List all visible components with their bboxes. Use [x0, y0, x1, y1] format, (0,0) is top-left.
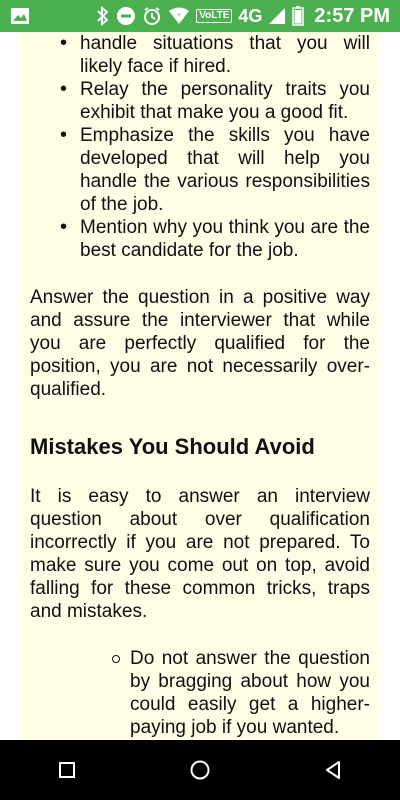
clock-time: 2:57 PM	[314, 4, 390, 27]
home-icon	[189, 759, 211, 781]
bullet-item: • Emphasize the skills you have developed that will help you handle the various responsibilities of the job.	[80, 124, 370, 216]
recent-apps-icon	[58, 761, 76, 779]
bullet-item: • Mention why you think you are the best candidate for the job.	[80, 216, 370, 262]
recent-apps-button[interactable]	[37, 740, 97, 800]
do-not-disturb-icon	[116, 6, 136, 26]
paragraph: It is easy to answer an interview question about over qualification incorrectly if you are not prepared. To make sure you come out on top, avoid falling for these common tricks, traps and mistakes.	[30, 486, 370, 622]
signal-icon	[268, 7, 286, 25]
paragraph: Answer the question in a positive way and assure the interviewer that while you are perfectly qualified for the position, you are not necessarily over-qualified.	[30, 287, 370, 400]
status-bar	[0, 0, 400, 32]
article-body	[20, 32, 380, 740]
volte-badge: VoLTE	[196, 9, 232, 23]
home-button[interactable]	[170, 740, 230, 800]
image-notification-icon	[10, 7, 30, 25]
web-content[interactable]	[0, 32, 400, 740]
bullet-item: • handle situations that you will likely face if hired.	[80, 32, 370, 78]
section-heading: Mistakes You Should Avoid	[30, 434, 315, 459]
battery-icon	[292, 6, 304, 26]
wifi-icon	[168, 7, 190, 25]
sub-bullet-list	[30, 647, 370, 739]
bullet-list	[30, 32, 370, 262]
back-icon	[324, 760, 342, 780]
svg-text:+: +	[177, 12, 182, 19]
alarm-icon	[142, 6, 162, 26]
sub-bullet-item: Do not answer the question by bragging about how you could easily get a higher-paying job if you wanted.	[130, 648, 370, 738]
bluetooth-icon	[96, 6, 110, 26]
navigation-bar	[0, 740, 400, 800]
network-type: 4G	[238, 5, 263, 26]
bullet-item: • Relay the personality traits you exhibit that make you a good fit.	[80, 78, 370, 124]
back-button[interactable]	[303, 740, 363, 800]
